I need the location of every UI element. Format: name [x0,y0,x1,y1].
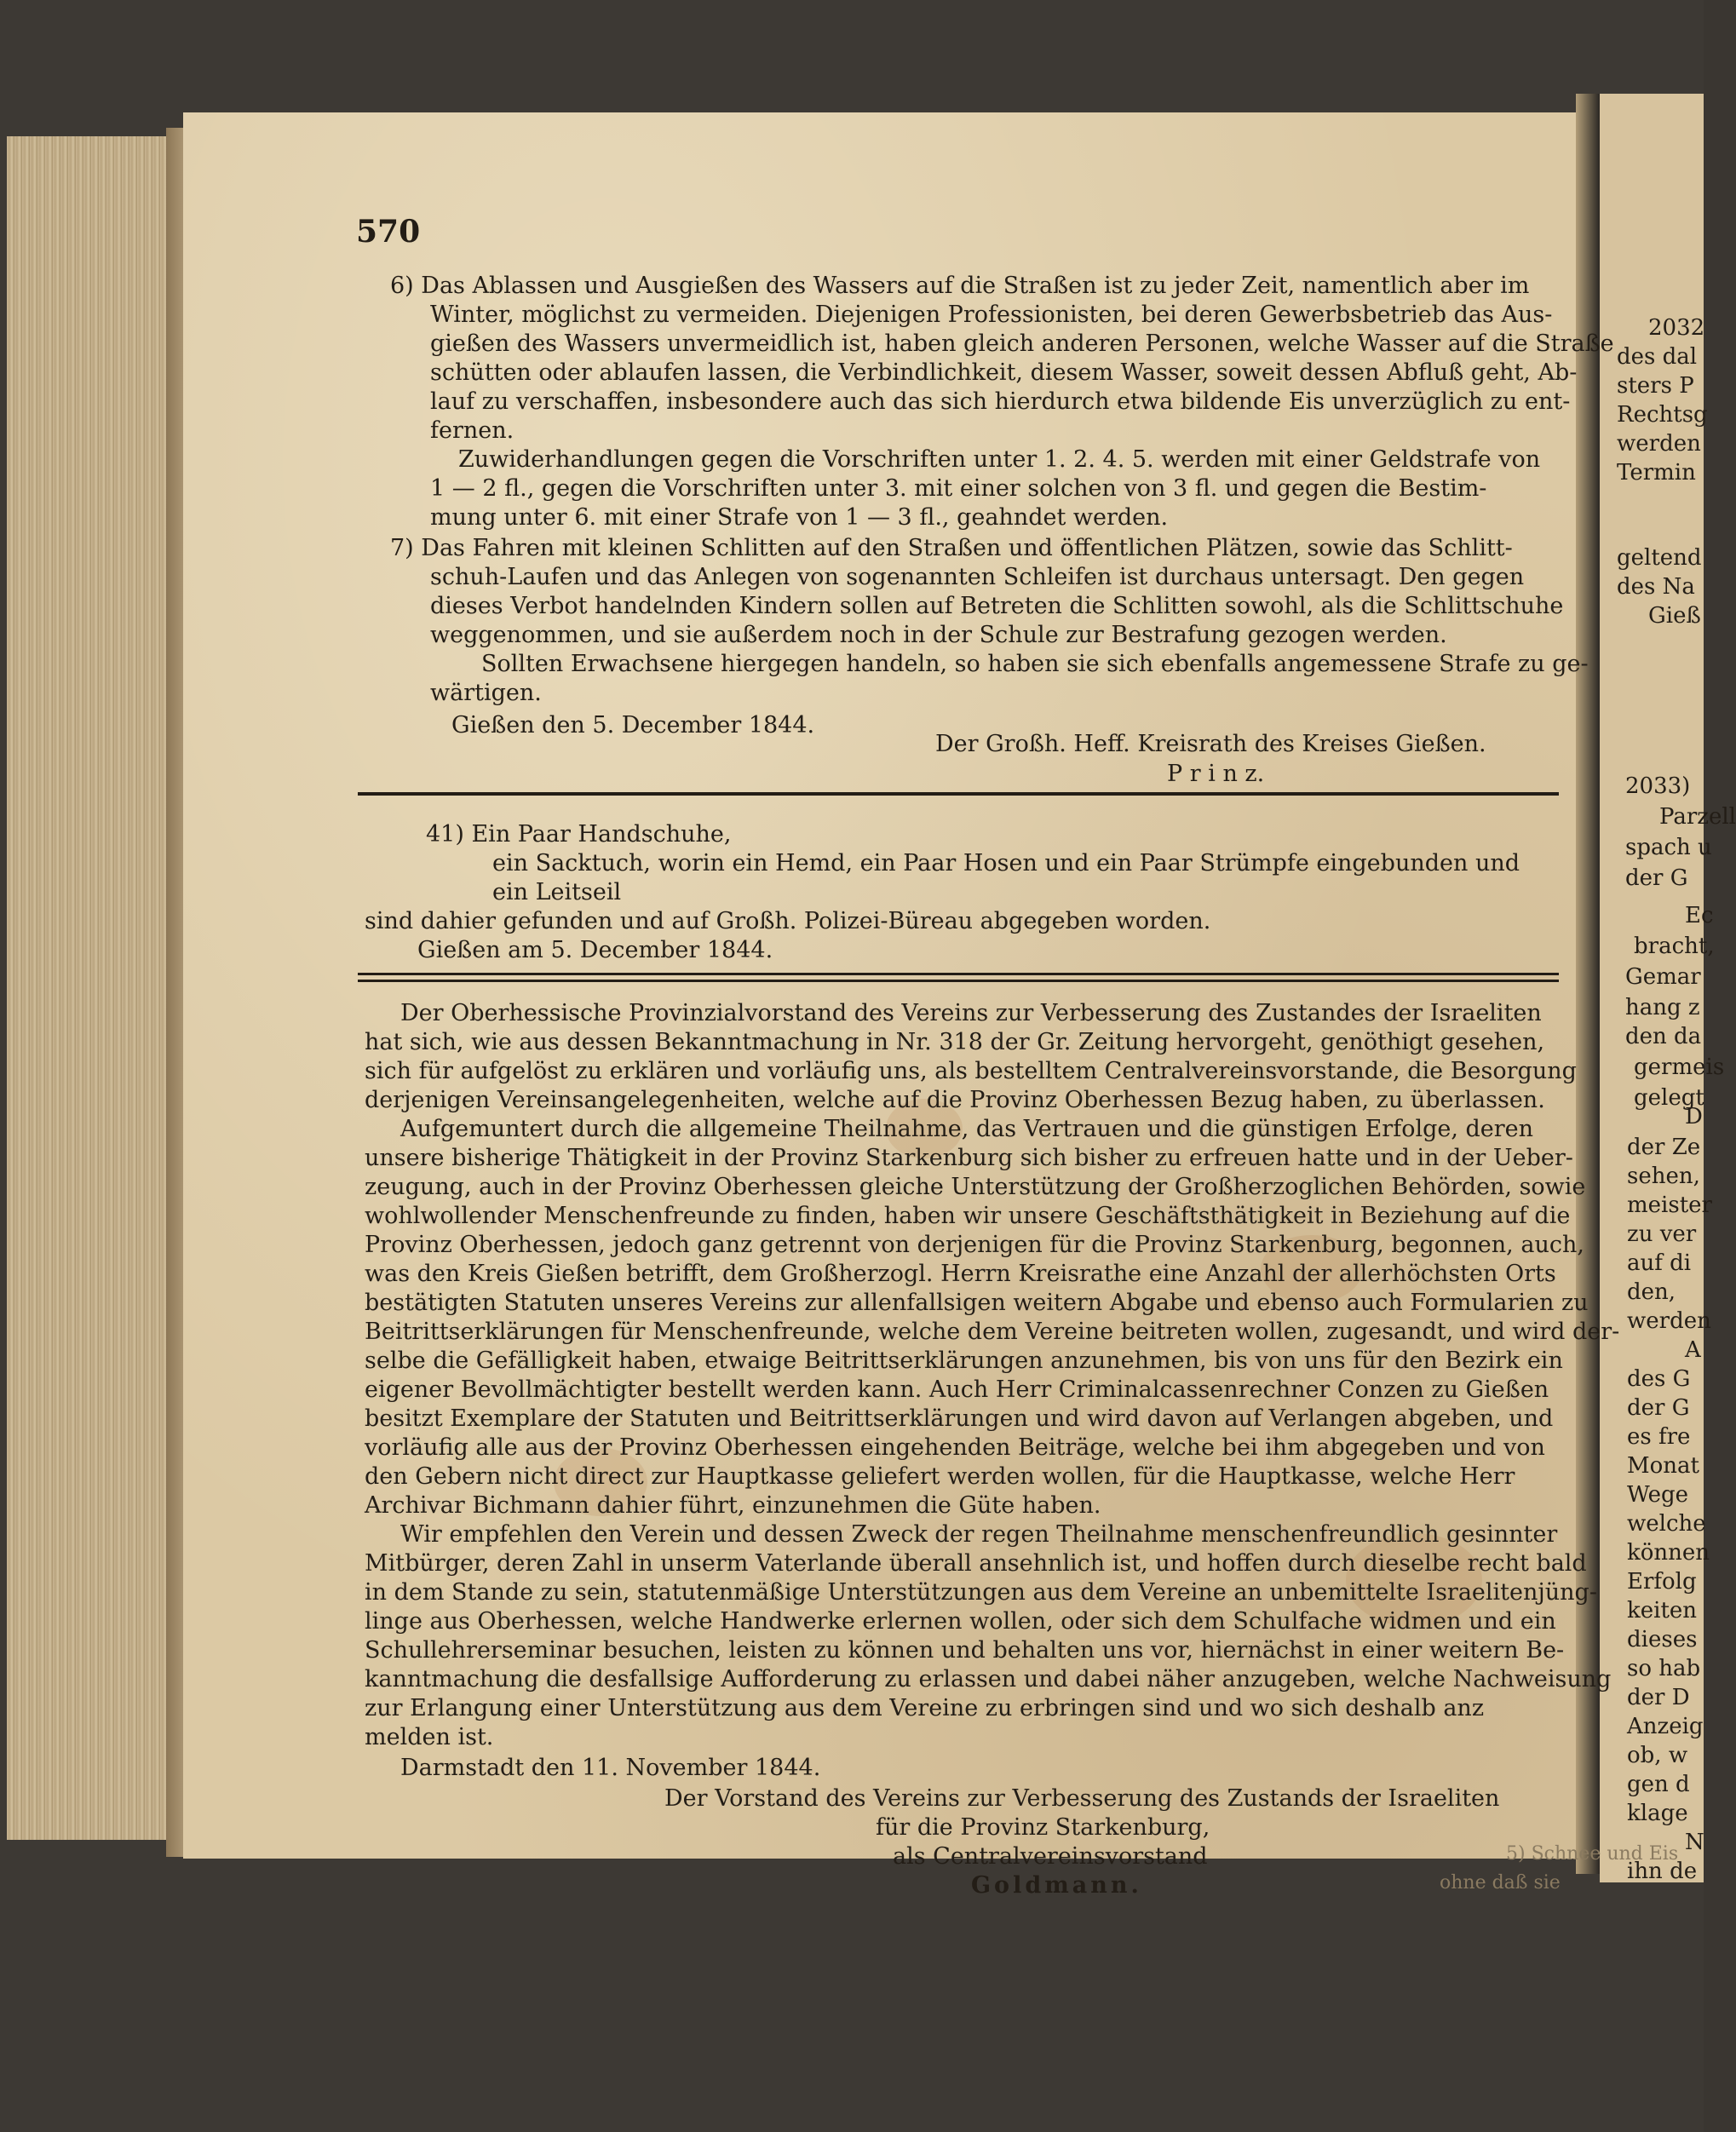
page-number: 570 [356,214,421,250]
right-page-fragment: Ec [1685,903,1714,928]
text-line: Der Oberhessische Provinzialvorstand des Vereins zur Verbesserung des Zustandes der Israeliten [400,1000,1542,1026]
right-page-fragment: spach u [1625,835,1712,860]
dateline: Gießen am 5. December 1844. [417,937,773,963]
text-line: wohlwollender Menschenfreunde zu finden, haben wir unsere Geschäftsthätigkeit in Beziehung auf die [365,1203,1571,1229]
text-line: schütten oder ablaufen lassen, die Verbindlichkeit, diesem Wasser, soweit dessen Abfluß geht, Ab- [430,359,1578,386]
text-line: dieses Verbot handelnden Kindern sollen auf Betreten die Schlitten sowohl, als die Schlittschuhe [430,593,1564,619]
text-line: linge aus Oberhessen, welche Handwerke erlernen wollen, oder sich dem Schulfache widmen und ein [365,1608,1556,1635]
text-line: lauf zu verschaffen, insbesondere auch das sich hierdurch etwa bildende Eis unverzüglich zu ent- [430,388,1571,415]
text-line: kanntmachung die desfallsige Aufforderung zu erlassen und dabei näher anzugeben, welche Nachweisung [365,1666,1612,1692]
right-page-fragment: 2033) [1625,773,1691,799]
right-page-fragment: können [1627,1540,1710,1566]
right-page-fragment: auf di [1627,1250,1692,1276]
text-line: vorläufig alle aus der Provinz Oberhessen eingehenden Beiträge, welche bei ihm abgegeben und von [365,1434,1545,1461]
text-line: weggenommen, und sie außerdem noch in der Schule zur Bestrafung gezogen werden. [430,622,1447,648]
text-line: mung unter 6. mit einer Strafe von 1 — 3 fl., geahndet werden. [430,504,1169,531]
right-page-fragment: hang z [1625,995,1700,1020]
right-page-fragment: Anzeig [1627,1714,1704,1739]
text-line: Sollten Erwachsene hiergegen handeln, so haben sie sich ebenfalls angemessene Strafe zu ge- [481,651,1589,677]
section-rule [358,792,1559,796]
bleed-through-text: 5) Schnee und Eis [1506,1843,1679,1865]
text-line: unsere bisherige Thätigkeit in der Provinz Starkenburg sich bisher zu erfreuen hatte und in der Ueber- [365,1145,1573,1171]
text-line: was den Kreis Gießen betrifft, dem Großherzogl. Herrn Kreisrathe eine Anzahl der allerhöchsten Orts [365,1261,1556,1287]
text-line: zeugung, auch in der Provinz Oberhessen gleiche Unterstützung der Großherzoglichen Behörden, sowie [365,1174,1586,1200]
page-edges [7,136,181,1840]
right-page-fragment: keiten [1627,1598,1698,1623]
right-page-fragment: Rechtsg [1617,402,1708,428]
text-line: Beitrittserklärungen für Menschenfreunde, welche dem Vereine beitreten wollen, zugesandt, und wird der- [365,1319,1620,1345]
right-page-fragment: der G [1625,865,1688,891]
text-line: derjenigen Vereinsangelegenheiten, welche auf die Provinz Oberhessen Bezug haben, zu überlassen. [365,1087,1545,1113]
text-line: fernen. [430,417,514,444]
text-line: Archivar Bichmann dahier führt, einzunehmen die Güte haben. [365,1492,1101,1519]
text-line: Zuwiderhandlungen gegen die Vorschriften unter 1. 2. 4. 5. werden mit einer Geldstrafe von [458,446,1541,473]
text-line: Winter, möglichst zu vermeiden. Diejenigen Professionisten, bei deren Gewerbsbetrieb das Aus- [430,302,1553,328]
right-page-fragment: Termin [1617,460,1696,486]
right-page-fragment: den, [1627,1279,1676,1305]
dateline: Gießen den 5. December 1844. [451,712,815,738]
text-line: schuh-Laufen und das Anlegen von sogenannten Schleifen ist durchaus untersagt. Den gegen [430,564,1525,590]
signature-line: Der Großh. Heff. Kreisrath des Kreises Gießen. [935,731,1486,757]
right-page-fragment: gen d [1627,1772,1690,1797]
right-page-fragment: klage [1627,1801,1688,1826]
text-line: 6) Das Ablassen und Ausgießen des Wassers auf die Straßen ist zu jeder Zeit, namentlich aber im [390,273,1530,299]
text-line: zur Erlangung einer Unterstützung aus dem Vereine zu erbringen sind und wo sich deshalb anz [365,1695,1485,1721]
right-page-fragment: Monat [1627,1453,1699,1479]
right-page-fragment: Wege [1627,1482,1689,1508]
text-line: bestätigten Statuten unseres Vereins zur allenfallsigen weitern Abgabe und ebenso auch Formularien zu [365,1290,1589,1316]
right-page-fragment: sters P [1617,373,1694,399]
right-page-fragment: werden [1617,431,1701,457]
right-page-fragment: Erfolg [1627,1569,1697,1595]
text-line: melden ist. [365,1724,494,1750]
text-line: 41) Ein Paar Handschuhe, [426,821,732,848]
text-line: in dem Stande zu sein, statutenmäßige Unterstützungen aus dem Vereine an unbemittelte Israelitenjüng- [365,1579,1597,1606]
right-page-fragment: des Na [1617,574,1695,600]
text-line: selbe die Gefälligkeit haben, etwaige Beitrittserklärungen anzunehmen, bis von uns für den Bezirk ein [365,1348,1563,1374]
text-line: wärtigen. [430,680,542,706]
signature-line: Der Vorstand des Vereins zur Verbesserung des Zustands der Israeliten [664,1785,1500,1812]
signature-line: als Centralvereinsvorstand [893,1843,1208,1870]
right-page-fragment: welche [1627,1511,1706,1537]
text-line: gießen des Wassers unvermeidlich ist, haben gleich anderen Personen, welche Wasser auf die Straße [430,330,1614,357]
text-line: eigener Bevollmächtigter bestellt werden kann. Auch Herr Criminalcassenrechner Conzen zu Gießen [365,1376,1549,1403]
right-page-fragment: so hab [1627,1656,1701,1681]
signature-line: für die Provinz Starkenburg, [876,1814,1210,1841]
text-line: Mitbürger, deren Zahl in unserm Vaterlande überall ansehnlich ist, und hoffen durch dieselbe recht bald [365,1550,1587,1577]
section-rule [358,980,1559,982]
signature-name: Goldmann. [971,1872,1142,1899]
right-page-fragment: den da [1625,1024,1702,1049]
text-line: 7) Das Fahren mit kleinen Schlitten auf den Straßen und öffentlichen Plätzen, sowie das Schlitt- [390,535,1513,561]
signature-name: P r i n z. [1167,761,1265,787]
text-line: ein Sacktuch, worin ein Hemd, ein Paar Hosen und ein Paar Strümpfe eingebunden und [492,850,1520,876]
section-rule [358,973,1559,975]
text-line: Provinz Oberhessen, jedoch ganz getrennt von derjenigen für die Provinz Starkenburg, begonnen, auch, [365,1232,1584,1258]
right-page-fragment: der D [1627,1685,1690,1710]
text-line: sind dahier gefunden und auf Großh. Polizei-Büreau abgegeben worden. [365,908,1211,934]
right-page-fragment: geltend [1617,545,1702,571]
right-page-fragment: D [1685,1104,1703,1129]
right-page-fragment: Gemar [1625,964,1701,990]
right-page-fragment: der Ze [1627,1135,1701,1160]
right-page-fragment: des dal [1617,344,1698,370]
text-line: ein Leitseil [492,879,622,905]
text-line: Aufgemuntert durch die allgemeine Theilnahme, das Vertrauen und die günstigen Erfolge, deren [400,1116,1534,1142]
right-page-fragment: dieses [1627,1627,1698,1652]
text-line: besitzt Exemplare der Statuten und Beitrittserklärungen und wird davon auf Verlangen abgeben, und [365,1405,1554,1432]
right-page-fragment: A [1685,1337,1701,1363]
right-page-fragment: der G [1627,1395,1690,1421]
right-page-fragment: ihn de [1627,1859,1698,1884]
right-page-fragment: meister [1627,1192,1712,1218]
right-page-fragment: 2032 [1648,315,1705,341]
right-page-fragment: sehen, [1627,1164,1700,1189]
text-line: den Gebern nicht direct zur Hauptkasse geliefert werden wollen, für die Hauptkasse, welche Herr [365,1463,1515,1490]
right-page-fragment: bracht, [1634,934,1715,959]
right-page-fragment: zu ver [1627,1221,1697,1247]
right-page-fragment: ob, w [1627,1743,1688,1768]
bleed-through-text: ohne daß sie [1440,1872,1561,1894]
text-line: Schullehrerseminar besuchen, leisten zu können und behalten uns vor, hiernächst in einer weitern Be- [365,1637,1565,1664]
right-page-fragment: Parzell [1659,804,1736,830]
text-line: Wir empfehlen den Verein und dessen Zweck der regen Theilnahme menschenfreundlich gesinnter [400,1521,1558,1548]
right-page-fragment: des G [1627,1366,1691,1392]
right-page-fragment: es fre [1627,1424,1691,1450]
text-line: sich für aufgelöst zu erklären und vorläufig uns, als bestelltem Centralvereinsvorstande, die Besorgung [365,1058,1577,1084]
dateline: Darmstadt den 11. November 1844. [400,1755,821,1781]
text-line: 1 — 2 fl., gegen die Vorschriften unter 3. mit einer solchen von 3 fl. und gegen die Bestim- [430,475,1487,502]
right-page-fragment: werden [1627,1308,1711,1334]
text-line: hat sich, wie aus dessen Bekanntmachung in Nr. 318 der Gr. Zeitung hervorgeht, genöthigt gesehen, [365,1029,1545,1055]
right-page-fragment: Gieß [1648,603,1701,629]
right-page-fragment: gelegt [1634,1085,1704,1111]
right-page-fragment: germeis [1634,1055,1725,1080]
right-page-fragment: N [1685,1830,1704,1855]
